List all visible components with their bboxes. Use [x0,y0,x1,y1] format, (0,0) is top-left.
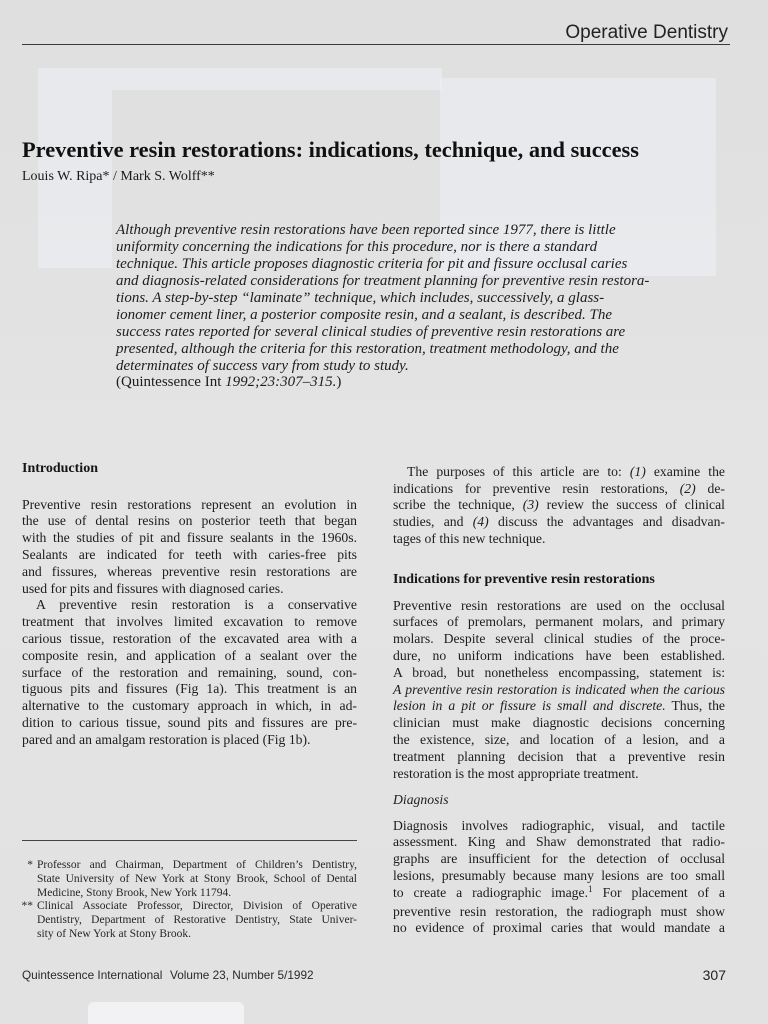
text-line: the use of dental resins on posterior teeth that began [22,513,357,529]
purposes-paragraph [393,464,725,548]
text-line: and diagnosis-related considerations for treatment planning for preventive resin restora- [116,272,650,289]
text-line: used for pits and fissures with diagnosed caries. [22,580,284,596]
text-line: treatment planning decision that a preventive resin [393,748,725,764]
text-line: surfaces of premolars, permanent molars, and primary [393,614,725,630]
italic-text: lesion in a pit or fissure is small and discrete. [393,698,666,714]
text-line: State University of New York at Stony Brook, School of Dental [37,872,357,885]
text-line: composite resin, and application of a sealant over the [22,647,357,663]
text-line: restoration is the most appropriate treatment. [393,765,639,781]
text-line [393,682,725,699]
italic-text: (4) [472,514,489,530]
text-line: preventive resin restoration, the radiograph must show [393,903,725,919]
show-through-artifact [112,68,442,90]
text-line: tiguous pits and fissures (Fig 1a). This treatment is an [22,681,357,697]
text-line: tages of this new technique. [393,530,546,546]
footnote-author-2 [21,900,357,941]
text-line: molars. Despite several clinical studies of the proce- [393,631,725,647]
text-line: Sealants are indicated for teeth with caries-free pits [22,546,357,562]
text-run: indications for preventive resin restorations, [393,480,680,496]
footnote-rule [22,840,357,841]
text-run: studies, and [393,514,473,530]
text-line [393,464,725,481]
header-rule [22,44,730,45]
footnote-text [37,859,357,900]
text-line: lesions, presumably because many lesions are too small [393,867,725,883]
text-line: with the studies of pit and fissure sealants in the 1960s. [22,530,357,546]
text-run: de- [695,480,725,496]
text-line [393,497,725,514]
abstract [116,222,649,375]
text-run: For placement of a [592,884,725,900]
paragraph [22,497,357,598]
page-number: 307 [702,967,726,983]
text-run: discuss the advantages and disadvan- [488,514,725,530]
text-line: dure, no uniform indications have been established. [393,647,725,663]
text-line: Preventive resin restorations are used on the occlusal [393,597,725,613]
text-line [393,885,725,904]
text-line: uniformity concerning the indications for this procedure, nor is there a standard [116,238,598,255]
text-line: success rates reported for several clinical studies of preventive resin restorations are [116,323,626,340]
text-line: surface of the restoration and remaining, sound, con- [22,664,357,680]
text-line: graphs are insufficient for the detection of occlusal [393,851,725,867]
text-line: technique. This article proposes diagnostic criteria for pit and fissure occlusal caries [116,255,628,272]
italic-text: (2) [679,480,696,496]
text-line: A broad, but nonetheless encompassing, statement is: [393,664,725,680]
text-run: review the success of clinical [538,497,725,513]
indications-paragraph [393,598,725,783]
text-line: alternative to the customary approach in which, in ad- [22,698,357,714]
citation-reference: 1992;23:307–315. [225,374,337,390]
text-line: sity of New York at Stony Brook. [37,927,191,940]
text-line: presented, although the criteria for this restoration, treatment methodology, and the [116,340,619,357]
subsection-heading-diagnosis: Diagnosis [393,791,449,807]
text-line: Although preventive resin restorations have been reported since 1977, there is little [116,221,616,238]
text-line: Medicine, Stony Brook, New York 11794. [37,886,232,899]
article-title: Preventive resin restorations: indications, technique, and success [22,137,639,162]
scan-glare-artifact [88,1002,244,1024]
section-heading-introduction: Introduction [22,460,98,476]
running-head: Operative Dentistry [565,22,728,43]
section-heading-indications: Indications for preventive resin restorations [393,571,655,587]
article-authors: Louis W. Ripa* / Mark S. Wolff** [22,169,215,184]
footnote-author-1 [27,859,357,900]
text-line [393,514,725,531]
footer-issue: Volume 23, Number 5/1992 [170,968,314,982]
text-run: scribe the technique, [393,497,523,513]
text-line: Clinical Associate Professor, Director, Division of Operative [37,900,357,913]
text-line: ionomer cement liner, a posterior composite resin, and a sealant, is described. The [116,306,613,323]
text-line: clinician must make diagnostic decisions concerning [393,715,725,731]
italic-text: (3) [522,497,539,513]
footnotes [21,859,357,942]
citation-prefix: (Quintessence Int [116,374,226,390]
footnote-text [37,900,357,941]
text-run: to create a radiographic image. [393,884,589,900]
italic-text: A preventive resin restoration is indicated when the carious [393,681,725,697]
text-line [393,481,725,498]
show-through-artifact [38,68,112,268]
citation-suffix: ) [336,374,342,390]
text-line: tions. A step-by-step “laminate” technique, which includes, successively, a glass- [116,289,605,306]
diagnosis-paragraph [393,818,725,938]
text-line [393,698,725,715]
text-line: carious tissue, restoration of the excavated area with a [22,630,357,646]
footer-journal-name: Quintessence International [22,968,163,982]
text-run: Thus, the [665,698,725,714]
text-line: the existence, size, and location of a lesion, and a [393,731,725,747]
italic-text: (1) [629,463,646,479]
text-line: determinates of success vary from study to study. [116,357,409,374]
text-line: and fissures, whereas preventive resin restorations are [22,563,357,579]
reference-superscript: 1 [588,885,593,896]
text-run: The purposes of this article are to: [407,463,630,479]
introduction-body [22,497,357,749]
paragraph [22,597,357,748]
footnote-mark: * [27,859,33,871]
text-line: assessment. King and Shaw demonstrated that radio- [393,834,725,850]
text-line: pared and an amalgam restoration is placed (Fig 1b). [22,731,311,747]
text-line: Dentistry, Department of Restorative Dentistry, State Univer- [37,914,357,927]
text-line: no evidence of proximal caries that would mandate a [393,920,725,936]
text-line: Diagnosis involves radiographic, visual, and tactile [393,817,725,833]
text-line: treatment that involves limited excavation to remove [22,614,357,630]
footnote-mark: ** [21,900,33,913]
citation [116,374,341,391]
text-line: Professor and Chairman, Department of Children’s Dentistry, [37,859,357,871]
text-line: A preventive resin restoration is a conservative [36,597,357,613]
text-run: examine the [645,463,725,479]
text-line: Preventive resin restorations represent an evolution in [22,496,357,512]
text-line: dition to carious tissue, sound pits and fissures are pre- [22,714,357,730]
